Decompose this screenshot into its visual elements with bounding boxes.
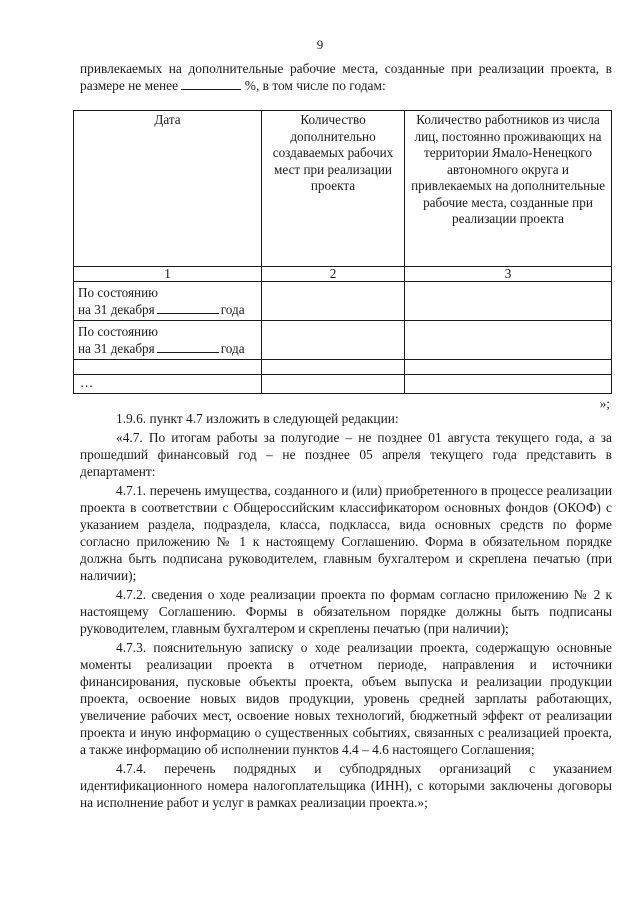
table-cell [405,375,612,394]
paragraph: 4.7.1. перечень имущества, созданного и (или) приобретенного в процессе реализации проекта в соответствии с Общероссийским классификатором основных фондов (ОКОФ) с указанием раздела, подраздела, класса, подкласса, вида основных средств по форме согласно приложению № 1 к настоящему Соглашению. Форма в обязательном порядке должна быть подписана руководителем, главным бухгалтером и скреплена печатью (при наличии); [80,483,612,583]
header-new-jobs: Количество дополнительно создаваемых рабочих мест при реализации проекта [262,111,405,267]
table-cell [405,360,612,375]
intro-paragraph [80,60,612,94]
year-label: года [220,302,245,317]
paragraph: «4.7. По итогам работы за полугодие – не позднее 01 августа текущего года, а за прошедший финансовый год – не позднее 05 апреля текущего года представить в департамент: [80,430,612,479]
table-cell [405,321,612,360]
date-cell [74,282,262,321]
table-cell [262,321,405,360]
table-row [74,321,612,360]
ellipsis-cell: … [74,375,262,394]
header-date: Дата [74,111,262,267]
body-text [80,410,612,813]
table-cell [74,360,262,375]
table-cell [262,282,405,321]
year-blank [157,301,219,314]
jobs-table [73,110,612,394]
header-local-workers: Количество работников из числа лиц, постоянно проживающих на территории Ямало-Ненецкого автономного округа и привлекаемых на дополнительные рабочие места, созданные при реализации проекта [405,111,612,267]
year-blank [157,340,219,353]
date-prefix: на 31 декабря [78,341,155,356]
intro-text-a: привлекаемых на дополнительные рабочие места, созданные при реализации проекта, в размере не менее [80,61,612,93]
column-number: 2 [262,267,405,282]
date-line: По состоянию [78,285,159,300]
percent-blank [181,78,241,90]
paragraph: 4.7.2. сведения о ходе реализации проекта по формам согласно приложению № 2 к настоящему Соглашению. Формы в обязательном порядке должны быть подписаны руководителем, главным бухгалтером и скреплены печатью (при наличии); [80,587,612,636]
date-cell [74,321,262,360]
page-number: 9 [316,37,324,52]
table-row [74,375,612,394]
table-header-row [74,111,612,267]
date-line: По состоянию [78,324,159,339]
table-row [74,282,612,321]
column-number-row [74,267,612,282]
date-prefix: на 31 декабря [78,302,155,317]
paragraph: 4.7.3. пояснительную записку о ходе реализации проекта, содержащую основные моменты реализации проекта в отчетном периоде, направления и источники финансирования, пусковые объекты проекта, объем выпуска и реализации продукции проекта, освоение новых видов продукции, уровень средней зарплаты работающих, увеличение рабочих мест, освоение новых технологий, бюджетный эффект от реализации проекта и иную информацию о существенных событиях, связанных с реализацией проекта, а также информацию об исполнении пунктов 4.4 – 4.6 настоящего Соглашения; [80,640,612,757]
paragraph: 1.9.6. пункт 4.7 изложить в следующей редакции: [116,411,399,426]
table-cell [262,375,405,394]
table-cell [405,282,612,321]
year-label: года [220,341,245,356]
closing-quote-mark: »; [599,396,610,411]
column-number: 3 [405,267,612,282]
table-row [74,360,612,375]
intro-text-b: %, в том числе по годам: [244,78,386,93]
table-cell [262,360,405,375]
paragraph: 4.7.4. перечень подрядных и субподрядных организаций с указанием идентификационного номера налогоплательщика (ИНН), с которыми заключены договоры на исполнение работ и услуг в рамках реализации проекта.»; [80,761,612,810]
column-number: 1 [74,267,262,282]
